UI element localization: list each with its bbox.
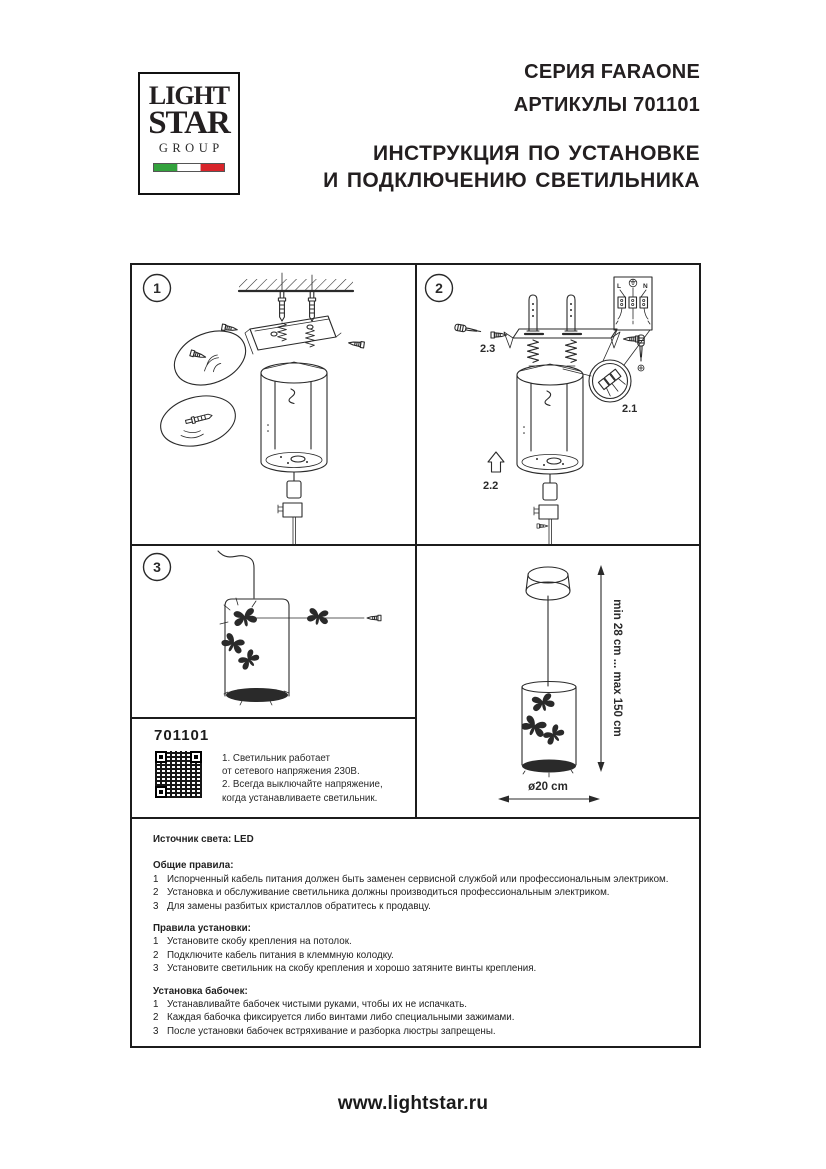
magnifier-detail: [589, 360, 631, 402]
screwdriver-icon: [454, 324, 481, 335]
diameter-dimension-arrow: [498, 796, 600, 803]
label-2-2: 2.2: [483, 480, 499, 492]
spring: [278, 323, 287, 341]
power-cord: [218, 551, 254, 598]
flag-red-stripe: [201, 164, 224, 171]
qr-code: [155, 751, 202, 798]
ceiling-canopy: [526, 567, 570, 600]
spring: [306, 329, 315, 347]
list-item: 3 Для замены разбитых кристаллов обратитесь к продавцу.: [153, 900, 431, 912]
articles-title: АРТИКУЛЫ 701101: [513, 94, 700, 116]
safety-notes: [222, 752, 383, 805]
diameter-label: ø20 cm: [528, 781, 568, 793]
page-title-line2: И ПОДКЛЮЧЕНИЮ СВЕТИЛЬНИКА: [323, 169, 700, 192]
list-item: 2 Подключите кабель питания в клеммную колодку.: [153, 949, 394, 961]
lamp-housing: [517, 364, 583, 544]
section-install-rules: [153, 922, 677, 976]
fixing-post: [565, 295, 577, 331]
screw-head: [638, 365, 644, 371]
flag-green-stripe: [154, 164, 177, 171]
section-heading: Установка бабочек:: [153, 985, 248, 997]
step-number-badge: [144, 275, 171, 302]
panel-dimensions: [417, 546, 699, 817]
flag-white-stripe: [177, 164, 202, 171]
website-footer: [0, 1093, 826, 1115]
logo-star: STAR: [148, 105, 230, 141]
list-item: 2 Установка и обслуживание светильника должны производиться профессиональным электриком.: [153, 887, 610, 899]
light-source-line: Источник света: LED: [153, 834, 254, 845]
instructions-text: [132, 819, 699, 1046]
mounting-bracket: [245, 316, 341, 354]
page-title: [323, 140, 700, 194]
step-number-badge: [426, 275, 453, 302]
note-line: от сетевого напряжения 230В.: [222, 766, 360, 778]
list-item: 1 Испорченный кабель питания должен быть заменен сервисной службой или профессиональным электриком.: [153, 873, 669, 885]
earth-icon: [629, 279, 637, 287]
wall-plug: [308, 291, 315, 321]
series-title: СЕРИЯ FARAONE: [524, 61, 700, 83]
ceiling-hatch: [239, 273, 353, 291]
bracket-screw: [348, 340, 364, 348]
section-heading: Общие правила:: [153, 860, 234, 872]
height-dimension-label: min 28 cm ... max 150 cm: [611, 599, 623, 737]
butterfly-icon: [219, 632, 246, 657]
diagram-box: [130, 263, 701, 1048]
qr-finder-icon: [155, 786, 167, 798]
logo-light: LIGHT: [148, 81, 230, 110]
list-item: 2 Каждая бабочка фиксируется либо винтами либо специальными зажимами.: [153, 1012, 515, 1024]
note-line: 1. Светильник работает: [222, 753, 331, 764]
article-number: 701101: [154, 727, 210, 744]
lamp-housing: [261, 362, 327, 544]
lift-arrow: [488, 452, 504, 472]
ceiling-bracket: [504, 329, 620, 348]
butterfly-screw: [367, 615, 381, 620]
section-heading: Правила установки:: [153, 923, 251, 935]
panel-step2: [417, 265, 699, 544]
note-line: когда устанавливаете светильник.: [222, 792, 378, 804]
svg-text:3: 3: [153, 559, 161, 575]
lightstar-logo: [138, 72, 240, 195]
website-url: www.lightstar.ru: [337, 1093, 489, 1114]
panel-step3: [132, 546, 415, 717]
header-titles: [323, 56, 700, 194]
italian-flag-icon: [153, 163, 225, 172]
svg-text:N: N: [643, 283, 648, 290]
page-title-line1: ИНСТРУКЦИЯ ПО УСТАНОВКЕ: [372, 142, 700, 165]
butterfly-icon: [306, 608, 330, 627]
side-screw: [624, 336, 640, 342]
section-general-rules: [153, 859, 677, 913]
svg-text:1: 1: [153, 280, 161, 296]
hand-with-screw-detail: [166, 321, 253, 395]
height-dimension-arrow: [598, 565, 605, 772]
label-2-3: 2.3: [480, 343, 496, 355]
list-item: 3 Установите светильник на скобу крепления и хорошо затяните винты крепления.: [153, 963, 537, 975]
butterfly-icon: [530, 692, 556, 713]
list-item: 1 Устанавливайте бабочек чистыми руками, чтобы их не испачкать.: [153, 999, 467, 1011]
qr-finder-icon: [190, 751, 202, 763]
svg-text:L: L: [617, 283, 621, 290]
cable-screw: [537, 524, 548, 528]
step-number-badge: [144, 554, 171, 581]
label-2-1: 2.1: [622, 403, 638, 415]
hand-with-plug-detail: [155, 389, 240, 454]
section-butterflies: [153, 985, 677, 1039]
logo-group: GROUP: [158, 141, 224, 155]
svg-text:2: 2: [435, 280, 443, 296]
lamp-shade: [224, 599, 289, 705]
panel-article: [132, 719, 415, 817]
list-item: 3 После установки бабочек встряхивание и разборка люстры запрещены.: [153, 1025, 496, 1037]
wall-plug: [278, 291, 285, 321]
spring: [566, 340, 577, 362]
list-item: 1 Установите скобу крепления на потолок.: [153, 936, 352, 948]
terminal-block-diagram: [614, 277, 652, 330]
fixing-post: [527, 295, 539, 331]
spring: [528, 340, 539, 362]
panel-step1: [132, 265, 415, 544]
qr-finder-icon: [155, 751, 167, 763]
note-line: 2. Всегда выключайте напряжение,: [222, 779, 383, 791]
